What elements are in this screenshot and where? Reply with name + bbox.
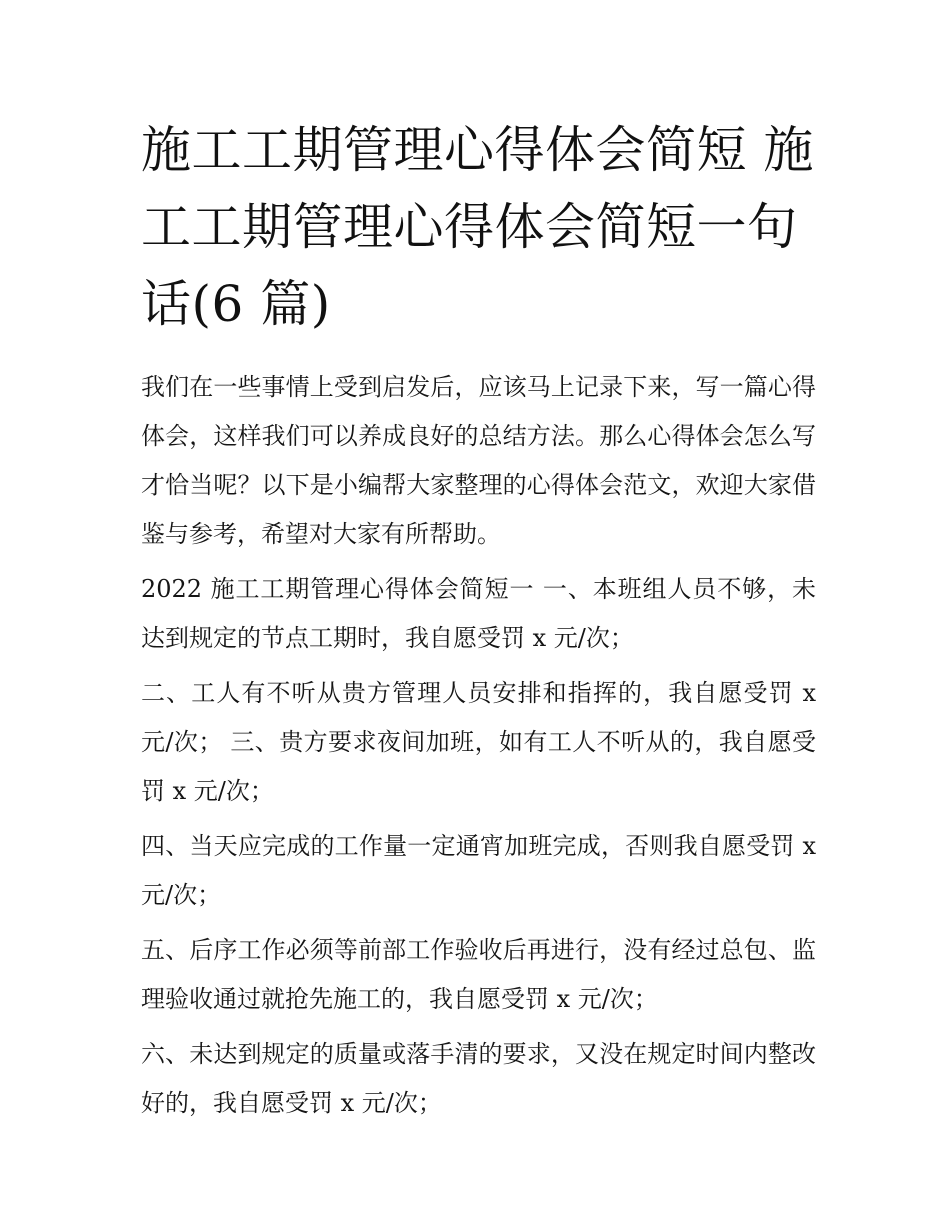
paragraph-item-5: 五、后序工作必须等前部工作验收后再进行，没有经过总包、监理验收通过就抢先施工的，我自愿受罚 x 元/次；: [141, 936, 816, 1013]
paragraph-item-1: 2022 施工工期管理心得体会简短一 一、本班组人员不够，未达到规定的节点工期时，我自愿受罚 x 元/次；: [141, 575, 816, 652]
paragraph-item-6: 六、未达到规定的质量或落手清的要求，又没在规定时间内整改好的，我自愿受罚 x 元/次；: [141, 1040, 816, 1117]
paragraph-item-2-3: 二、工人有不听从贵方管理人员安排和指挥的，我自愿受罚 x 元/次； 三、贵方要求夜间加班，如有工人不听从的，我自愿受罚 x 元/次；: [141, 679, 816, 805]
document-body: [141, 363, 816, 1128]
document-title: 施工工期管理心得体会简短 施工工期管理心得体会简短一句话(6 篇): [141, 121, 814, 333]
document-page: [141, 112, 816, 1134]
paragraph-item-4: 四、当天应完成的工作量一定通宵加班完成，否则我自愿受罚 x 元/次；: [141, 832, 816, 909]
paragraph-intro: 我们在一些事情上受到启发后，应该马上记录下来，写一篇心得体会，这样我们可以养成良好的总结方法。那么心得体会怎么写才恰当呢？以下是小编帮大家整理的心得体会范文，欢迎大家借鉴与参考，希望对大家有所帮助。: [141, 373, 816, 548]
